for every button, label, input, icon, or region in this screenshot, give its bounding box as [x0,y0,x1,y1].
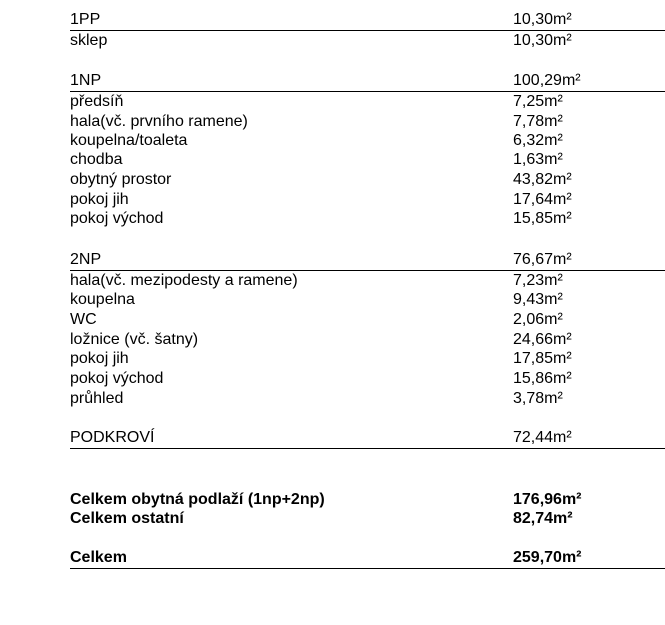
room-area: 9,43m² [513,291,563,308]
room-row [70,112,665,132]
room-name: pokoj jih [70,191,129,208]
section-header-2np [70,250,665,271]
room-area: 43,82m² [513,171,572,188]
room-area: 15,85m² [513,210,572,227]
room-area: 24,66m² [513,331,572,348]
room-row [70,330,665,350]
room-name: obytný prostor [70,171,172,188]
section-total: 10,30m² [513,11,572,28]
room-area: 10,30m² [513,32,572,49]
room-name: pokoj východ [70,370,164,387]
section-header-podkrovi [70,428,665,449]
room-name: chodba [70,151,123,168]
room-area: 15,86m² [513,370,572,387]
room-area: 17,85m² [513,350,572,367]
total-label: Celkem [70,549,127,566]
room-name: pokoj východ [70,210,164,227]
section-total: 72,44m² [513,429,572,446]
room-row [70,310,665,330]
section-title: 1NP [70,72,102,89]
total-habitable-row [70,490,665,510]
grand-total-row [70,548,665,569]
room-name: hala(vč. mezipodesty a ramene) [70,272,298,289]
room-row [70,150,665,170]
total-label: Celkem ostatní [70,510,184,527]
room-name: ložnice (vč. šatny) [70,331,199,348]
room-row [70,170,665,190]
room-row [70,271,665,291]
total-value: 259,70m² [513,549,582,566]
room-area: 3,78m² [513,390,563,407]
room-row [70,190,665,210]
section-total: 76,67m² [513,251,572,268]
room-area: 7,78m² [513,113,563,130]
room-name: pokoj jih [70,350,129,367]
section-total: 100,29m² [513,72,581,89]
room-name: hala(vč. prvního ramene) [70,113,248,130]
total-value: 82,74m² [513,510,573,527]
room-name: koupelna/toaleta [70,132,188,149]
room-row [70,369,665,389]
room-name: koupelna [70,291,135,308]
room-name: sklep [70,32,108,49]
section-title: PODKROVÍ [70,429,155,446]
room-area: 17,64m² [513,191,572,208]
section-title: 2NP [70,251,102,268]
section-title: 1PP [70,11,101,28]
room-name: předsíň [70,93,124,110]
room-row [70,209,665,229]
room-row [70,31,665,51]
room-name: průhled [70,390,124,407]
section-header-1np [70,71,665,92]
room-row [70,349,665,369]
room-row [70,92,665,112]
room-area: 6,32m² [513,132,563,149]
room-row [70,389,665,409]
total-other-row [70,509,665,529]
room-area: 1,63m² [513,151,563,168]
room-area: 7,25m² [513,93,563,110]
total-value: 176,96m² [513,491,582,508]
room-area: 7,23m² [513,272,563,289]
total-label: Celkem obytná podlaží (1np+2np) [70,491,325,508]
room-row [70,290,665,310]
room-name: WC [70,311,97,328]
room-area: 2,06m² [513,311,563,328]
room-row [70,131,665,151]
section-header-1pp [70,10,665,31]
